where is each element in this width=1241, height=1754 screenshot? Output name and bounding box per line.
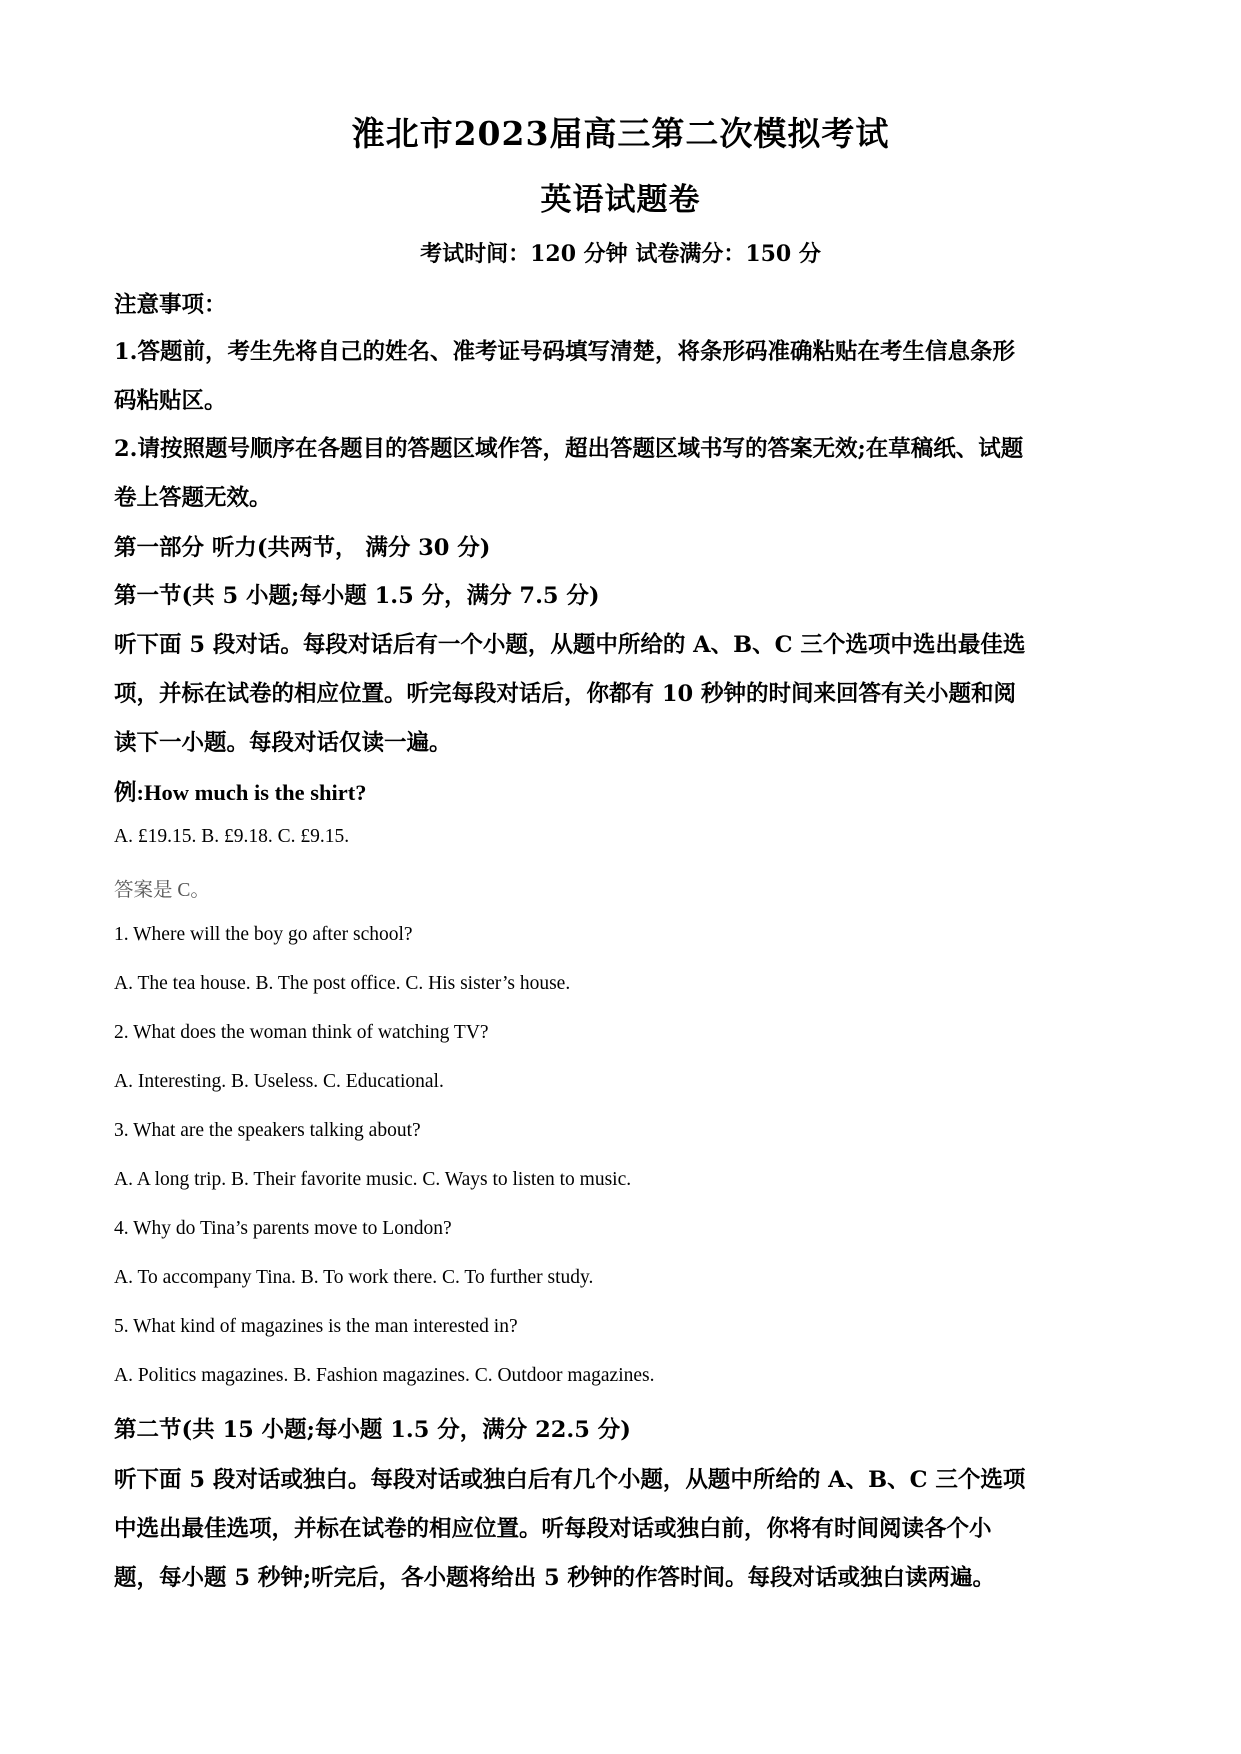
section-1-heading: 第一节(共 5 小题;每小题 1.5 分，满分 7.5 分) [114, 583, 600, 609]
notice-heading: 注意事项： [114, 292, 227, 318]
question-4-options: A. To accompany Tina. B. To work there. C. To further study. [114, 1267, 594, 1288]
exam-subtitle: 英语试题卷 [540, 182, 701, 218]
example-options: A. £19.15. B. £9.18. C. £9.15. [114, 826, 350, 847]
part-1-heading: 第一部分 听力(共两节， 满分 30 分) [114, 535, 491, 561]
question-2-options: A. Interesting. B. Useless. C. Educational. [114, 1071, 444, 1092]
section-1-instruction-line-3: 读下一小题。每段对话仅读一遍。 [114, 730, 452, 756]
notice-item-2-line-2: 卷上答题无效。 [114, 485, 272, 511]
question-2: 2. What does the woman think of watching TV? [114, 1022, 489, 1043]
question-1: 1. Where will the boy go after school? [114, 924, 413, 945]
example-question: 例:How much is the shirt? [114, 780, 367, 805]
example-answer: 答案是 C。 [114, 880, 210, 901]
notice-item-1-line-1: 1.答题前，考生先将自己的姓名、准考证号码填写清楚，将条形码准确粘贴在考生信息条形 [114, 339, 1015, 365]
notice-item-2-line-1: 2.请按照题号顺序在各题目的答题区域作答，超出答题区域书写的答案无效;在草稿纸、试题 [114, 436, 1024, 462]
question-5: 5. What kind of magazines is the man interested in? [114, 1316, 518, 1337]
section-2-instruction-line-2: 中选出最佳选项，并标在试卷的相应位置。听每段对话或独白前，你将有时间阅读各个小 [114, 1516, 992, 1542]
question-3: 3. What are the speakers talking about? [114, 1120, 421, 1141]
question-4: 4. Why do Tina’s parents move to London? [114, 1218, 452, 1239]
question-3-options: A. A long trip. B. Their favorite music. C. Ways to listen to music. [114, 1169, 632, 1190]
section-2-instruction-line-1: 听下面 5 段对话或独白。每段对话或独白后有几个小题，从题中所给的 A、B、C 三个选项 [114, 1467, 1026, 1493]
exam-title: 淮北市2023届高三第二次模拟考试 [351, 114, 890, 153]
exam-info: 考试时间：120 分钟 试卷满分：150 分 [420, 241, 821, 267]
section-2-instruction-line-3: 题，每小题 5 秒钟;听完后，各小题将给出 5 秒钟的作答时间。每段对话或独白读两遍。 [114, 1565, 995, 1591]
question-5-options: A. Politics magazines. B. Fashion magazines. C. Outdoor magazines. [114, 1365, 655, 1386]
section-1-instruction-line-1: 听下面 5 段对话。每段对话后有一个小题，从题中所给的 A、B、C 三个选项中选出最佳选 [114, 632, 1026, 658]
section-2-heading: 第二节(共 15 小题;每小题 1.5 分，满分 22.5 分) [114, 1417, 631, 1443]
section-1-instruction-line-2: 项，并标在试卷的相应位置。听完每段对话后，你都有 10 秒钟的时间来回答有关小题和阅 [114, 681, 1016, 707]
question-1-options: A. The tea house. B. The post office. C. His sister’s house. [114, 973, 571, 994]
notice-item-1-line-2: 码粘贴区。 [114, 388, 227, 414]
